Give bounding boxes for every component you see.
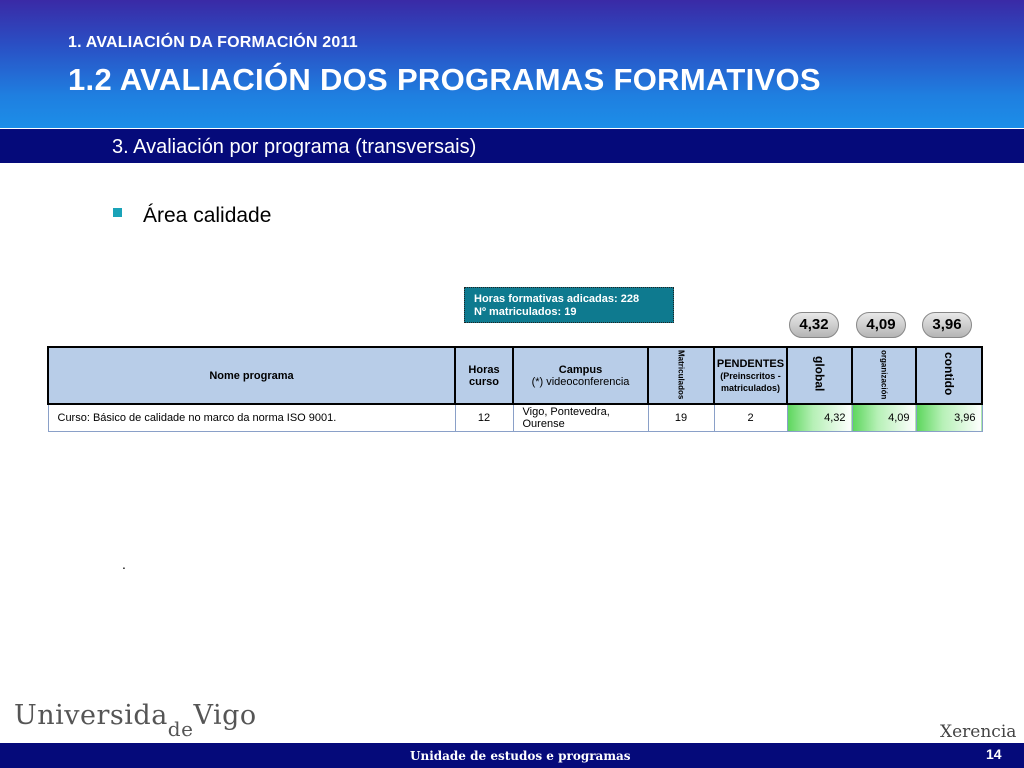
stray-dot: . bbox=[122, 556, 126, 572]
table-row bbox=[48, 404, 982, 432]
score-global-badge: 4,32 bbox=[789, 312, 839, 338]
header-organizacion: organización bbox=[852, 347, 916, 404]
info-enrolled: Nº matriculados: 19 bbox=[474, 306, 577, 318]
score-contido-badge: 3,96 bbox=[922, 312, 972, 338]
info-box bbox=[464, 287, 674, 323]
section-heading: 3. Avaliación por programa (transversais) bbox=[112, 136, 477, 158]
cell-nome: Curso: Básico de calidade no marco da norma ISO 9001. bbox=[48, 404, 455, 432]
header-contido: contido bbox=[916, 347, 982, 404]
cell-global: 4,32 bbox=[787, 404, 852, 432]
cell-organizacion: 4,09 bbox=[852, 404, 916, 432]
cell-campus: Vigo, Pontevedra, Ourense bbox=[513, 404, 648, 432]
cell-matriculados: 19 bbox=[648, 404, 714, 432]
header-campus: Campus (*) videoconferencia bbox=[513, 347, 648, 404]
square-bullet-icon bbox=[113, 208, 122, 217]
header-global: global bbox=[787, 347, 852, 404]
header-pendentes: PENDENTES (Preinscritos - matriculados) bbox=[714, 347, 787, 404]
page-number: 14 bbox=[986, 746, 1002, 762]
header-matriculados: Matriculados bbox=[648, 347, 714, 404]
area-label: Área calidade bbox=[143, 204, 272, 227]
header-horas: Horas curso bbox=[455, 347, 513, 404]
info-hours: Horas formativas adicadas: 228 bbox=[474, 293, 640, 305]
slide-title: 1.2 AVALIACIÓN DOS PROGRAMAS FORMATIVOS bbox=[68, 62, 821, 97]
header-nome: Nome programa bbox=[48, 347, 455, 404]
score-organizacion-badge: 4,09 bbox=[856, 312, 906, 338]
university-logo: Universida$_{de}$Vigo bbox=[14, 700, 257, 741]
programs-table bbox=[47, 346, 983, 432]
cell-pendentes: 2 bbox=[714, 404, 787, 432]
footer-unit: Unidade de estudos e programas bbox=[410, 749, 631, 763]
table-header-row bbox=[48, 347, 982, 404]
cell-contido: 3,96 bbox=[916, 404, 982, 432]
xerencia-label: Xerencia bbox=[940, 722, 1017, 742]
cell-horas: 12 bbox=[455, 404, 513, 432]
slide-subtitle: 1. AVALIACIÓN DA FORMACIÓN 2011 bbox=[68, 34, 358, 51]
